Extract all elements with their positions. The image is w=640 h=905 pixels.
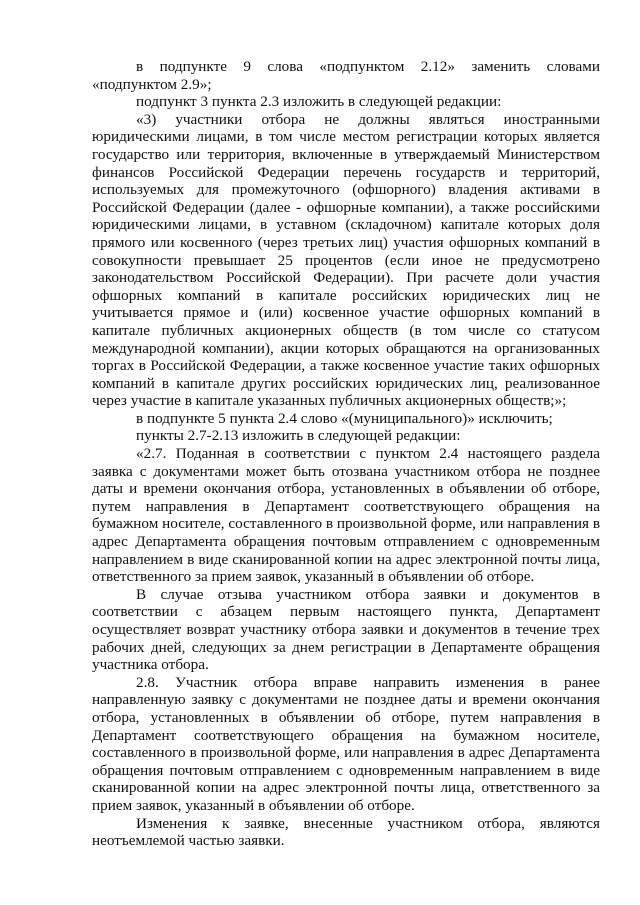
document-body: [92, 58, 600, 850]
paragraph-subpoint-9: в подпункте 9 слова «подпунктом 2.12» заменить словами «подпунктом 2.9»;: [92, 58, 600, 93]
paragraph-changes: Изменения к заявке, внесенные участником отбора, являются неотъемлемой частью заявки.: [92, 814, 600, 850]
paragraph-subpoint-3-intro: подпункт 3 пункта 2.3 изложить в следующей редакции:: [136, 93, 502, 111]
paragraph-subpoint-5: в подпункте 5 пункта 2.4 слово «(муниципального)» исключить;: [136, 409, 553, 427]
paragraph-point-2-8: 2.8. Участник отбора вправе направить изменения в ранее направленную заявку с документами не позднее даты и времени окончания отбора, установленных в объявлении об отборе, путем направления в Департамент соответствующего обращения на бумажном носителе, составленного в произвольной форме, или направления в адрес Департамента обращения почтовым отправлением с одновременным направлением в виде сканированной копии на адрес электронной почты лица, ответственного за прием заявок, указанный в объявлении об отборе.: [92, 673, 600, 814]
paragraph-point-2-7: «2.7. Поданная в соответствии с пунктом 2.4 настоящего раздела заявка с документами может быть отозвана участником отбора не позднее даты и времени окончания отбора, установленных в объявлении об отборе, путем направления в Департамент соответствующего обращения на бумажном носителе, составленного в произвольной форме, или направления в адрес Департамента обращения почтовым отправлением с одновременным направлением в виде сканированной копии на адрес электронной почты лица, ответственного за прием заявок, указанный в объявлении об отборе.: [92, 445, 600, 586]
paragraph-points-intro: пункты 2.7-2.13 изложить в следующей редакции:: [136, 427, 461, 445]
paragraph-subpoint-3-text: «3) участники отбора не должны являться иностранными юридическими лицами, в том числе местом регистрации которых является государство или территория, включенные в утверждаемый Министерством финансов Российской Федерации перечень государств и территорий, используемых для промежуточного (офшорного) владения активами в Российской Федерации (далее - офшорные компании), а также российскими юридическими лицами, в уставном (складочном) капитале которых доля прямого или косвенного (через третьих лиц) участия офшорных компаний в совокупности превышает 25 процентов (если иное не предусмотрено законодательством Российской Федерации). При расчете доли участия офшорных компаний в капитале российских юридических лиц не учитывается прямое и (или) косвенное участие офшорных компаний в капитале публичных акционерных обществ (в том числе со статусом международной компании), акции которых обращаются на организованных торгах в Российской Федерации, а также косвенное участие таких офшорных компаний в капитале других российских юридических лиц, реализованное через участие в капитале указанных публичных акционерных обществ;»;: [92, 110, 600, 410]
paragraph-withdrawal: В случае отзыва участником отбора заявки и документов в соответствии с абзацем первым настоящего пункта, Департамент осуществляет возврат участнику отбора заявки и документов в течение трех рабочих дней, следующих за днем регистрации в Департаменте обращения участника отбора.: [92, 585, 600, 674]
